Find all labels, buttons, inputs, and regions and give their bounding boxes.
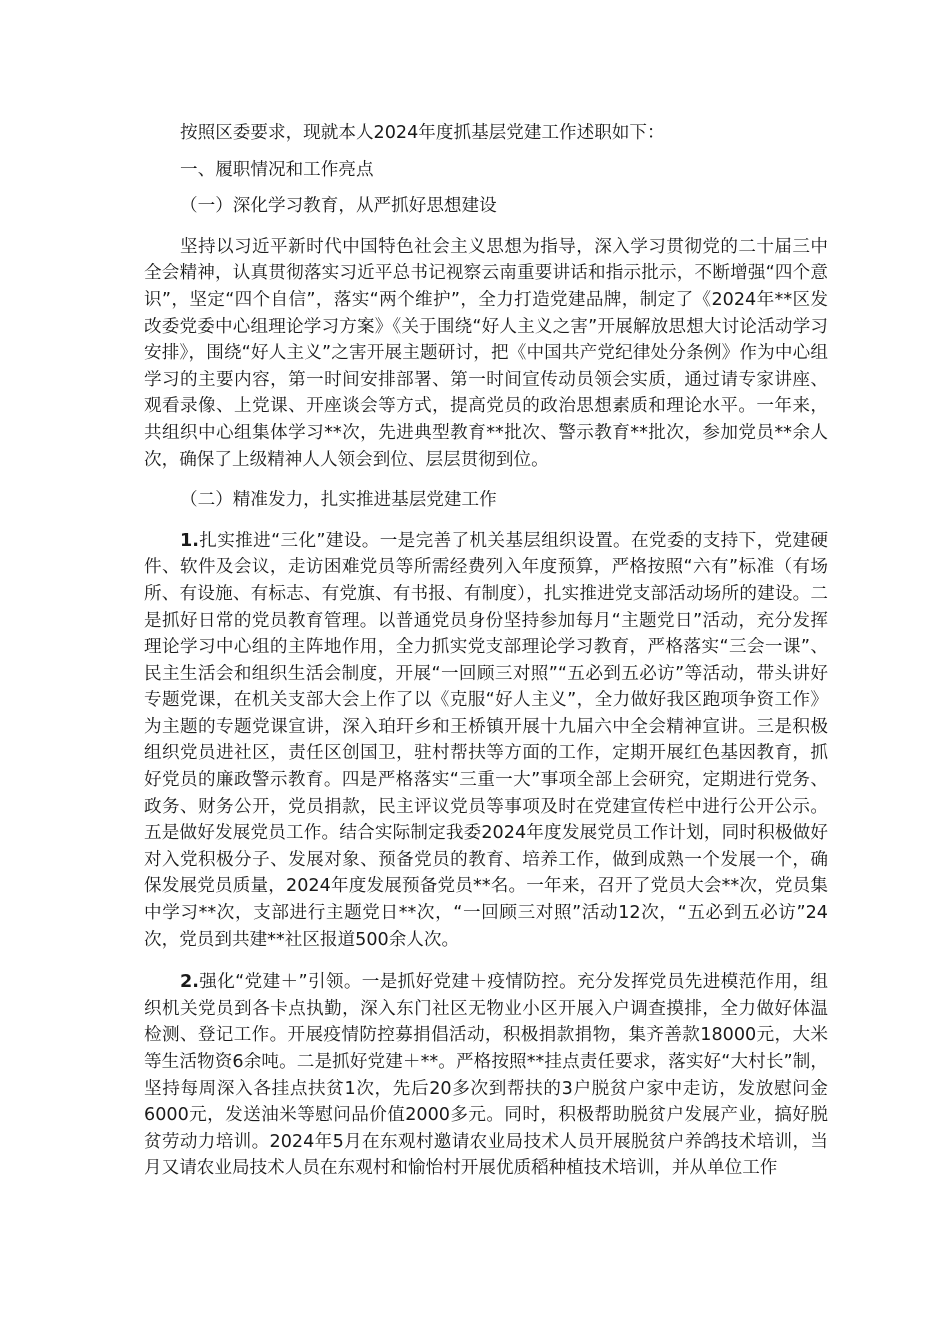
item-2-paragraph bbox=[144, 969, 828, 1182]
subsection-heading-1: （一）深化学习教育，从严抓好思想建设 bbox=[180, 196, 497, 217]
item-2-lead: 强化“党建＋” bbox=[198, 972, 308, 993]
item-1-lead: 扎实推进“三化” bbox=[198, 530, 326, 551]
subsection-heading-2: （二）精准发力，扎实推进基层党建工作 bbox=[180, 490, 497, 511]
intro-paragraph: 按照区委要求，现就本人2024年度抓基层党建工作述职如下： bbox=[180, 123, 665, 143]
item-2-body: 引领。一是抓好党建＋疫情防控。充分发挥党员先进模范作用，组织机关党员到各卡点执勤，深入东门社区无物业小区开展入户调查摸排，全力做好体温检测、登记工作。开展疫情防控募捐倡活动，积极捐款捐物，集齐善款18000元，大米等生活物资6余吨。二是抓好党建＋**。严格按照**挂点责任要求，落实好“大村长”制，坚持每周深入各挂点扶贫1次，先后20多次到帮扶的3户脱贫户家中走访，发放慰问金6000元，发送油米等慰问品价值2000多元。同时，积极帮助脱贫户发展产业，搞好脱贫劳动力培训。2024年5月在东观村邀请农业局技术人员开展脱贫户养鸽技术培训，当月又请农业局技术人员在东观村和愉怡村开展优质稻种植技术培训，并从单位工作 bbox=[144, 972, 828, 1179]
item-1-paragraph bbox=[144, 528, 828, 954]
subsection-1-body: 坚持以习近平新时代中国特色社会主义思想为指导，深入学习贯彻党的二十届三中全会精神，认真贯彻落实习近平总书记视察云南重要讲话和指示批示，不断增强“四个意识”，坚定“四个自信”，落实“两个维护”，全力打造党建品牌，制定了《2024年**区发改委党委中心组理论学习方案》《关于围绕“好人主义之害”开展解放思想大讨论活动学习安排》，围绕“好人主义”之害开展主题研讨，把《中国共产党纪律处分条例》作为中心组学习的主要内容，第一时间安排部署、第一时间宣传动员领会实质，通过请专家讲座、观看录像、上党课、开座谈会等方式，提高党员的政治思想素质和理论水平。一年来，共组织中心组集体学习**次，先进典型教育**批次、警示教育**批次，参加党员**余人次，确保了上级精神人人领会到位、层层贯彻到位。 bbox=[144, 236, 828, 470]
document-page bbox=[144, 120, 828, 1182]
section-heading-1: 一、履职情况和工作亮点 bbox=[180, 159, 374, 180]
item-1-number: 1. bbox=[180, 530, 199, 551]
item-2-number: 2. bbox=[180, 972, 199, 993]
item-1-body: 建设。一是完善了机关基层组织设置。在党委的支持下，党建硬件、软件及会议，走访困难党员等所需经费列入年度预算，严格按照“六有”标准（有场所、有设施、有标志、有党旗、有书报、有制度），扎实推进党支部活动场所的建设。二是抓好日常的党员教育管理。以普通党员身份坚持参加每月“主题党日”活动，充分发挥理论学习中心组的主阵地作用，全力抓实党支部理论学习教育，严格落实“三会一课”、民主生活会和组织生活会制度，开展“一回顾三对照”“五必到五必访”等活动，带头讲好专题党课，在机关支部大会上作了以《克服“好人主义”，全力做好我区跑项争资工作》为主题的专题党课宣讲，深入珀玕乡和王桥镇开展十九届六中全会精神宣讲。三是积极组织党员进社区，责任区创国卫，驻村帮扶等方面的工作，定期开展红色基因教育，抓好党员的廉政警示教育。四是严格落实“三重一大”事项全部上会研究，定期进行党务、政务、财务公开，党员捐款，民主评议党员等事项及时在党建宣传栏中进行公开公示。五是做好发展党员工作。结合实际制定我委2024年度发展党员工作计划，同时积极做好对入党积极分子、发展对象、预备党员的教育、培养工作，做到成熟一个发展一个，确保发展党员质量，2024年度发展预备党员**名。一年来，召开了党员大会**次，党员集中学习**次，支部进行主题党日**次，“一回顾三对照”活动12次，“五必到五必访”24次，党员到共建**社区报道500余人次。 bbox=[144, 530, 828, 950]
